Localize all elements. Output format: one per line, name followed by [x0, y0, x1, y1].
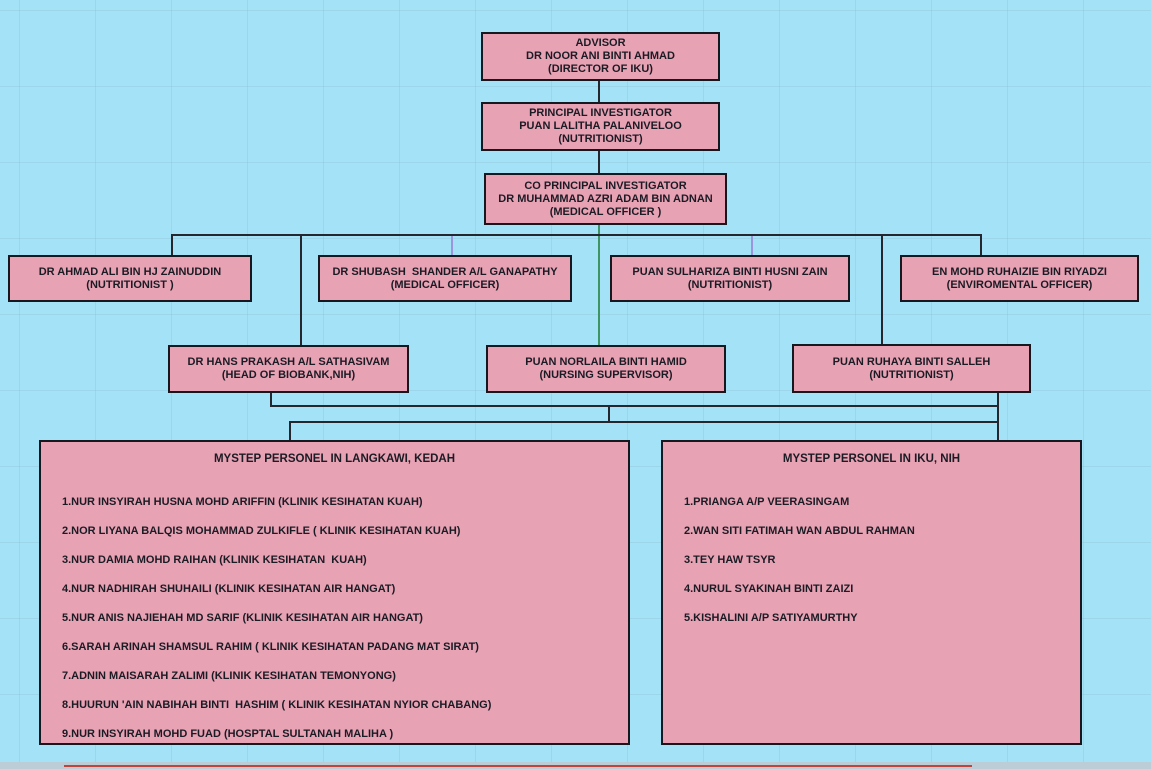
- bottom-red-line: [64, 765, 972, 767]
- personnel-item: 6.SARAH ARINAH SHAMSUL RAHIM ( KLINIK KESIHATAN PADANG MAT SIRAT): [62, 641, 479, 653]
- node-line: EN MOHD RUHAIZIE BIN RIYADZI: [932, 265, 1107, 278]
- connector-lower-bus-1: [270, 405, 999, 407]
- personnel-item: 9.NUR INSYIRAH MOHD FUAD (HOSPTAL SULTANAH MALIHA ): [62, 728, 394, 740]
- node-line: CO PRINCIPAL INVESTIGATOR: [524, 179, 687, 192]
- personnel-item: 2.NOR LIYANA BALQIS MOHAMMAD ZULKIFLE ( KLINIK KESIHATAN KUAH): [62, 525, 461, 537]
- personnel-item: 3.NUR DAMIA MOHD RAIHAN (KLINIK KESIHATAN KUAH): [62, 554, 367, 566]
- connector-pi-copi: [598, 151, 600, 173]
- node-line: (MEDICAL OFFICER ): [549, 205, 662, 218]
- bottom-edge-strip: [0, 762, 1151, 769]
- node-line: PRINCIPAL INVESTIGATOR: [529, 107, 672, 119]
- personnel-item: 2.WAN SITI FATIMAH WAN ABDUL RAHMAN: [684, 525, 915, 537]
- panel-title: MYSTEP PERSONEL IN IKU, NIH: [782, 453, 961, 465]
- node-line: DR NOOR ANI BINTI AHMAD: [526, 50, 675, 62]
- panel-mystep-iku: [661, 440, 1082, 745]
- connector-langkawi-down: [289, 421, 291, 440]
- node-line: PUAN RUHAYA BINTI SALLEH: [832, 355, 991, 368]
- org-node-ruhaizie: [900, 255, 1139, 302]
- org-node-sulhariza: [610, 255, 850, 302]
- connector-bus: [171, 234, 982, 236]
- connector-hans-down: [270, 393, 272, 405]
- personnel-list-iku: [663, 496, 1080, 625]
- personnel-item: 5.KISHALINI A/P SATIYAMURTHY: [684, 612, 858, 624]
- node-line: (ENVIROMENTAL OFFICER): [946, 278, 1093, 291]
- node-line: (MEDICAL OFFICER): [390, 278, 500, 291]
- node-line: (HEAD OF BIOBANK,NIH): [221, 369, 356, 381]
- panel-mystep-langkawi: [39, 440, 630, 745]
- node-line: (NURSING SUPERVISOR): [539, 369, 673, 381]
- personnel-item: 8.HUURUN 'AIN NABIHAH BINTI HASHIM ( KLINIK KESIHATAN NYIOR CHABANG): [62, 699, 492, 711]
- panel-title: MYSTEP PERSONEL IN LANGKAWI, KEDAH: [213, 453, 456, 465]
- node-line: (NUTRITIONIST): [869, 368, 954, 381]
- personnel-item: 1.PRIANGA A/P VEERASINGAM: [684, 496, 850, 508]
- personnel-item: 4.NURUL SYAKINAH BINTI ZAIZI: [684, 583, 854, 595]
- personnel-item: 4.NUR NADHIRAH SHUHAILI (KLINIK KESIHATAN AIR HANGAT): [62, 583, 396, 595]
- node-line: PUAN SULHARIZA BINTI HUSNI ZAIN: [632, 265, 828, 278]
- node-line: DR SHUBASH SHANDER A/L GANAPATHY: [332, 265, 558, 278]
- node-line: DR HANS PRAKASH A/L SATHASIVAM: [187, 356, 390, 368]
- org-node-norlaila: [486, 345, 726, 393]
- org-node-advisor: [481, 32, 720, 81]
- connector-ruhaya-down: [997, 393, 999, 440]
- node-line: DR AHMAD ALI BIN HJ ZAINUDDIN: [38, 265, 222, 278]
- personnel-item: 5.NUR ANIS NAJIEHAH MD SARIF (KLINIK KESIHATAN AIR HANGAT): [62, 612, 423, 624]
- node-line: (NUTRITIONIST): [558, 133, 643, 145]
- personnel-item: 3.TEY HAW TSYR: [684, 554, 776, 566]
- node-line: ADVISOR: [575, 37, 626, 49]
- connector-drop-ruhaizie: [980, 234, 982, 255]
- node-line: (DIRECTOR OF IKU): [548, 63, 653, 75]
- node-line: (NUTRITIONIST ): [86, 278, 174, 291]
- connector-copi-norlaila: [598, 225, 600, 345]
- node-line: PUAN NORLAILA BINTI HAMID: [525, 356, 687, 368]
- connector-drop-sulhariza: [751, 236, 753, 255]
- connector-drop-ruhaya: [881, 234, 883, 344]
- connector-drop-hans: [300, 234, 302, 345]
- org-node-ruhaya: [792, 344, 1031, 393]
- org-node-co-principal-investigator: [484, 173, 727, 225]
- node-line: DR MUHAMMAD AZRI ADAM BIN ADNAN: [498, 192, 713, 205]
- connector-drop-ganapathy: [451, 236, 453, 255]
- connector-advisor-pi: [598, 81, 600, 102]
- connector-mid-stub: [608, 405, 610, 421]
- org-node-principal-investigator: [481, 102, 720, 151]
- org-node-hans: [168, 345, 409, 393]
- org-node-ganapathy: [318, 255, 572, 302]
- connector-drop-zainuddin: [171, 234, 173, 255]
- org-node-zainuddin: [8, 255, 252, 302]
- personnel-item: 7.ADNIN MAISARAH ZALIMI (KLINIK KESIHATAN TEMONYONG): [62, 670, 396, 682]
- node-line: PUAN LALITHA PALANIVELOO: [519, 120, 682, 132]
- personnel-list-langkawi: [41, 496, 628, 741]
- personnel-item: 1.NUR INSYIRAH HUSNA MOHD ARIFFIN (KLINIK KESIHATAN KUAH): [62, 496, 423, 508]
- node-line: (NUTRITIONIST): [687, 278, 773, 291]
- connector-lower-bus-2: [289, 421, 999, 423]
